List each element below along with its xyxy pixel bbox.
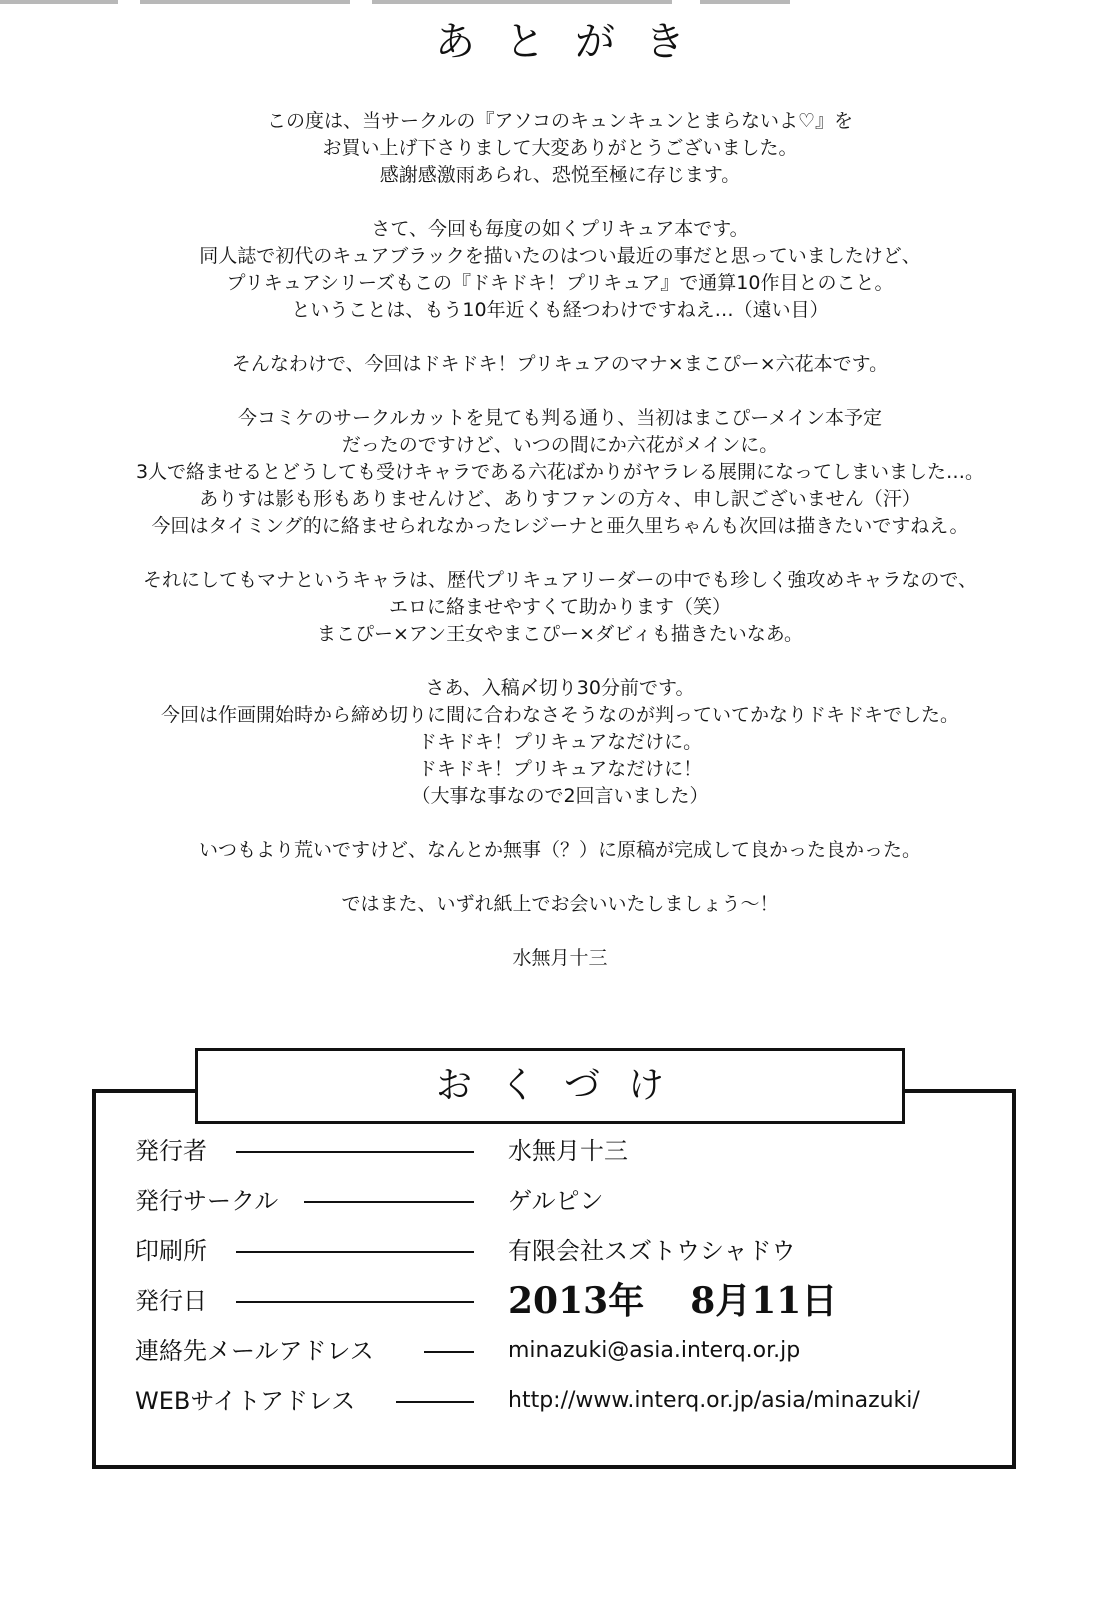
colophon-label-printer: 印刷所 [135, 1237, 207, 1265]
colophon-label-email: 連絡先メールアドレス [135, 1337, 374, 1365]
page-top-bleed-marks [0, 0, 1120, 5]
colophon-value-date [508, 1281, 837, 1321]
afterword-line: プリキュアシリーズもこの『ドキドキ！プリキュア』で通算10作目とのこと。 [226, 272, 894, 294]
afterword-line: まこぴー×アン王女やまこぴー×ダビィも描きたいなあ。 [317, 623, 803, 645]
colophon-title: おくづけ [435, 1065, 692, 1106]
paragraph-gap [0, 810, 1120, 837]
afterword-line: ドキドキ！プリキュアなだけに。 [417, 731, 703, 753]
colophon-row-circle [0, 1181, 1120, 1221]
afterword-title: あとがき [435, 19, 715, 65]
colophon-value-web[interactable]: http://www.interq.or.jp/asia/minazuki/ [508, 1388, 920, 1413]
afterword-line: それにしてもマナというキャラは、歴代プリキュアリーダーの中でも珍しく強攻めキャラなので、 [142, 569, 978, 591]
colophon-leader-line [396, 1401, 474, 1403]
paragraph-gap [0, 189, 1120, 216]
colophon-label-publisher: 発行者 [135, 1137, 207, 1165]
colophon-value-email[interactable]: minazuki@asia.interq.or.jp [508, 1338, 801, 1363]
afterword-line: ありすは影も形もありませんけど、ありすファンの方々、申し訳ございません（汗） [199, 488, 921, 510]
afterword-line: ではまた、いずれ紙上でお会いいたしましょう～！ [341, 893, 779, 915]
colophon-row-email [0, 1331, 1120, 1371]
paragraph-gap [0, 864, 1120, 891]
afterword-line: この度は、当サークルの『アソコのキュンキュンとまらないよ♡』を [266, 110, 854, 132]
afterword-line: 今コミケのサークルカットを見ても判る通り、当初はまこぴーメイン本予定 [238, 407, 882, 429]
afterword-line: ドキドキ！プリキュアなだけに！ [417, 758, 703, 780]
paragraph-gap [0, 324, 1120, 351]
afterword-line: 感謝感激雨あられ、恐悦至極に存じます。 [379, 164, 741, 186]
colophon-label-web: WEBサイトアドレス [135, 1387, 356, 1415]
afterword-line: いつもより荒いですけど、なんとか無事（？）に原稿が完成して良かった良かった。 [198, 839, 921, 861]
afterword-line: さて、今回も毎度の如くプリキュア本です。 [371, 218, 749, 240]
colophon-row-publisher [0, 1131, 1120, 1171]
afterword-line: さあ、入稿〆切り30分前です。 [425, 677, 695, 699]
colophon-leader-line [304, 1201, 474, 1203]
afterword-line: 3人で絡ませるとどうしても受けキャラである六花ばかりがヤラレる展開になってしまいました…。 [135, 461, 985, 483]
paragraph-gap [0, 540, 1120, 567]
colophon-row-date [0, 1281, 1120, 1321]
colophon-leader-line [236, 1251, 474, 1253]
paragraph-gap [0, 378, 1120, 405]
colophon-label-date: 発行日 [135, 1287, 207, 1315]
colophon-value-printer: 有限会社スズトウシャドウ [508, 1237, 796, 1265]
colophon-title-box [195, 1048, 905, 1124]
afterword-line: だったのですけど、いつの間にか六花がメインに。 [341, 434, 779, 456]
afterword-body [0, 108, 1120, 972]
afterword-line: ということは、もう10年近くも経つわけですねえ…（遠い目） [291, 299, 829, 321]
colophon-label-circle: 発行サークル [135, 1187, 279, 1215]
colophon-row-web [0, 1381, 1120, 1421]
afterword-line: 今回はタイミング的に絡ませられなかったレジーナと亜久里ちゃんも次回は描きたいですねえ。 [151, 515, 969, 537]
afterword-line: お買い上げ下さりまして大変ありがとうございました。 [322, 137, 798, 159]
colophon-value-circle: ゲルピン [508, 1187, 604, 1215]
afterword-line: 今回は作画開始時から締め切りに間に合わなさそうなのが判っていてかなりドキドキでした。 [160, 704, 959, 726]
colophon-date-year: 2013年 [508, 1280, 645, 1322]
paragraph-gap [0, 648, 1120, 675]
paragraph-gap [0, 918, 1120, 945]
colophon-value-publisher: 水無月十三 [508, 1137, 628, 1165]
colophon-row-printer [0, 1231, 1120, 1271]
colophon-date-day: 8月11日 [690, 1280, 838, 1322]
colophon-leader-line [236, 1301, 474, 1303]
afterword-signature: 水無月十三 [512, 947, 608, 969]
afterword-line: そんなわけで、今回はドキドキ！プリキュアのマナ×まこぴー×六花本です。 [231, 353, 889, 375]
colophon-leader-line [236, 1151, 474, 1153]
colophon-leader-line [424, 1351, 474, 1353]
afterword-line: 同人誌で初代のキュアブラックを描いたのはつい最近の事だと思っていましたけど、 [199, 245, 921, 267]
afterword-line: エロに絡ませやすくて助かります（笑） [388, 596, 731, 618]
afterword-line: （大事な事なので2回言いました） [411, 785, 709, 807]
